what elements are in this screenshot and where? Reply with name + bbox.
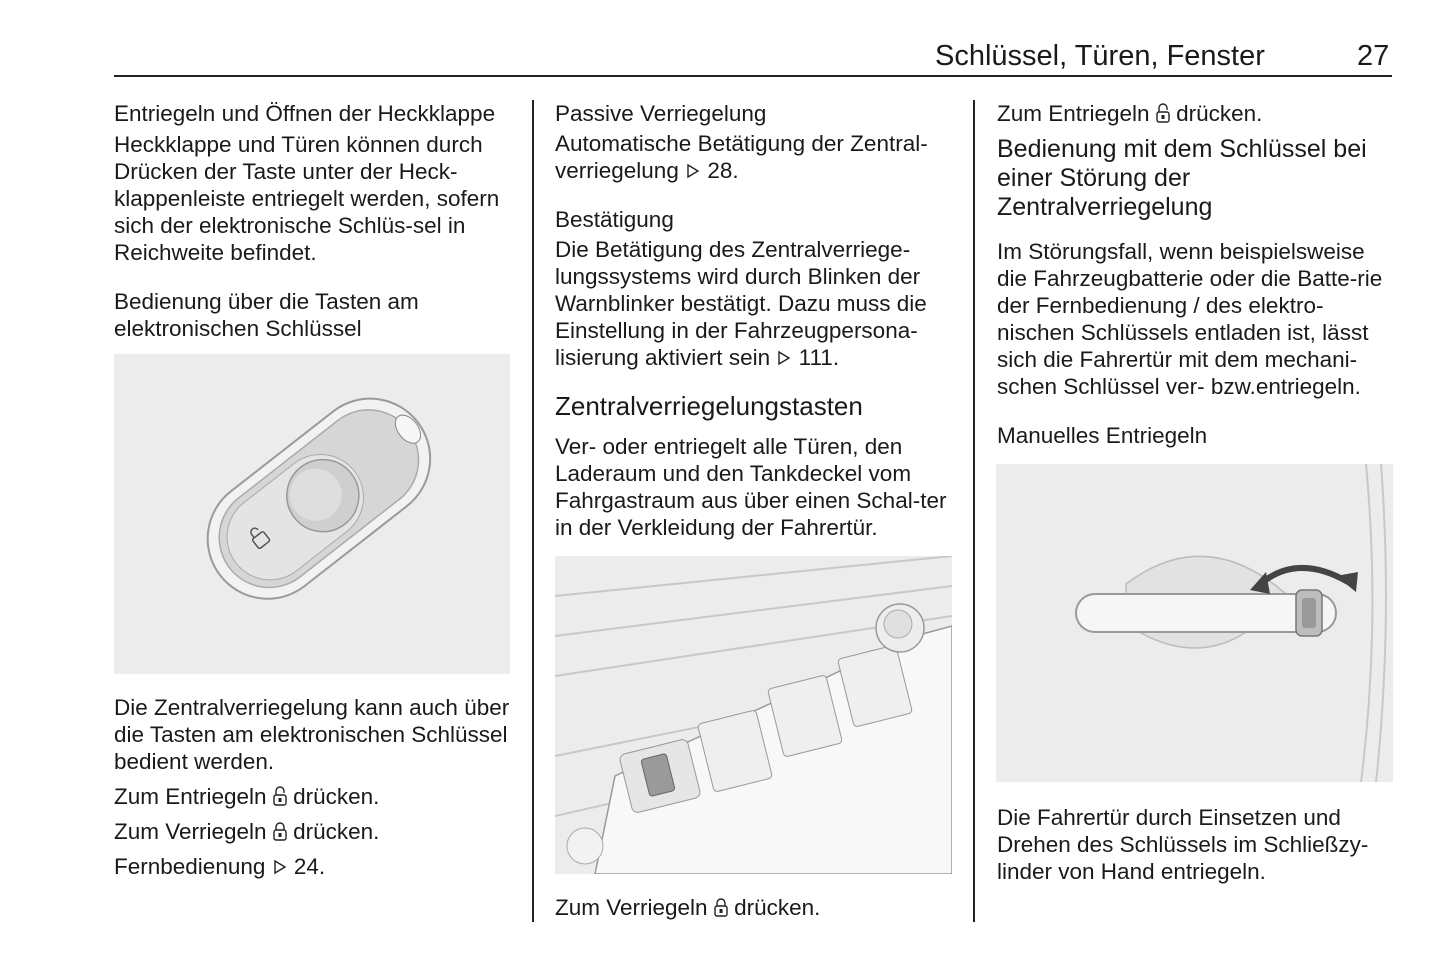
column-2 [555, 100, 955, 921]
text-pre: Fernbedienung [114, 854, 266, 879]
paragraph-heckklappe: Heckklappe und Türen können durch Drücken der Taste unter der Heck-klappenleiste entriegelt werden, sofern sich der elektronische Schlüs-sel in Reichweite befindet. [114, 132, 500, 265]
line-verriegeln [555, 894, 955, 921]
column-1 [114, 100, 514, 880]
text-pre: Zum Verriegeln [114, 819, 267, 844]
header-rule [114, 75, 1392, 77]
heading-manuelles-entriegeln: Manuelles Entriegeln [997, 423, 1208, 448]
running-header-title: Schlüssel, Türen, Fenster [935, 40, 1265, 72]
text-post: drücken. [293, 819, 380, 844]
padlock-open-icon [1156, 103, 1170, 123]
paragraph-stoerung: Im Störungsfall, wenn beispielsweise die Fahrzeugbatterie oder die Batte-rie der Fernbedienung / des elektro-nischen Schlüssels entladen ist, lässt sich die Fahrertür mit dem mechani-schen Schlüssel ver- bzw.entriegeln. [997, 239, 1383, 399]
text-post: drücken. [734, 895, 821, 920]
text-pre: Die Betätigung des Zentralverriege-lungssystems wird durch Blinken der Warnblinker bestätigt. Dazu muss die Einstellung in der Fahrzeugpersona-lisierung aktiviert sein [555, 237, 927, 370]
line-entriegeln [114, 783, 514, 810]
text-pre: Zum Verriegeln [555, 895, 708, 920]
line-verriegeln [114, 818, 514, 845]
page-reference[interactable]: 24. [293, 854, 326, 879]
text-post: drücken. [1176, 101, 1263, 126]
figure-door-handle [996, 464, 1393, 782]
text-post: drücken. [293, 784, 380, 809]
door-switch-panel-illustration [555, 556, 952, 874]
reference-arrow-icon [272, 859, 288, 875]
figure-door-switches [555, 556, 952, 874]
padlock-closed-icon [273, 821, 287, 841]
padlock-open-icon [273, 786, 287, 806]
page-number: 27 [1357, 40, 1390, 72]
reference-arrow-icon [685, 163, 701, 179]
heading-passive-verriegelung: Passive Verriegelung [555, 101, 767, 126]
electronic-key-illustration [114, 354, 510, 674]
padlock-closed-icon [714, 897, 728, 917]
page-reference[interactable]: 28. [707, 158, 739, 183]
heading-bedienung-tasten: Bedienung über die Tasten am elektronischen Schlüssel [114, 289, 419, 341]
paragraph-tasten: Ver- oder entriegelt alle Türen, den Laderaum und den Tankdeckel vom Fahrgastraum aus über einen Schal-ter in der Verkleidung der Fahrertür. [555, 434, 947, 540]
reference-arrow-icon [776, 350, 792, 366]
line-fernbedienung [114, 853, 514, 880]
column-3 [997, 100, 1395, 885]
heading-stoerung: Bedienung mit dem Schlüssel bei einer Störung der Zentralverriegelung [997, 135, 1367, 221]
heading-zentralverriegelungstasten: Zentralverriegelungstasten [555, 391, 863, 421]
text-pre: Zum Entriegeln [997, 101, 1150, 126]
figure-electronic-key [114, 354, 510, 674]
text-pre: Zum Entriegeln [114, 784, 267, 809]
line-entriegeln [997, 100, 1395, 127]
text-pre: Automatische Betätigung der Zentral-verriegelung [555, 131, 928, 183]
paragraph-zentralverriegelung: Die Zentralverriegelung kann auch über die Tasten am elektronischen Schlüssel bedient werden. [114, 695, 510, 774]
page-reference[interactable]: 111. [798, 345, 840, 370]
heading-entriegeln-heckklappe: Entriegeln und Öffnen der Heckklappe [114, 101, 496, 126]
door-handle-illustration [996, 464, 1393, 782]
paragraph-manuell: Die Fahrertür durch Einsetzen und Drehen des Schlüssels im Schließzy-linder von Hand entriegeln. [997, 805, 1369, 884]
paragraph-bestaetigung [555, 236, 955, 371]
column-divider [973, 100, 975, 922]
column-divider [532, 100, 534, 922]
paragraph-passive [555, 130, 955, 184]
heading-bestaetigung: Bestätigung [555, 207, 674, 232]
